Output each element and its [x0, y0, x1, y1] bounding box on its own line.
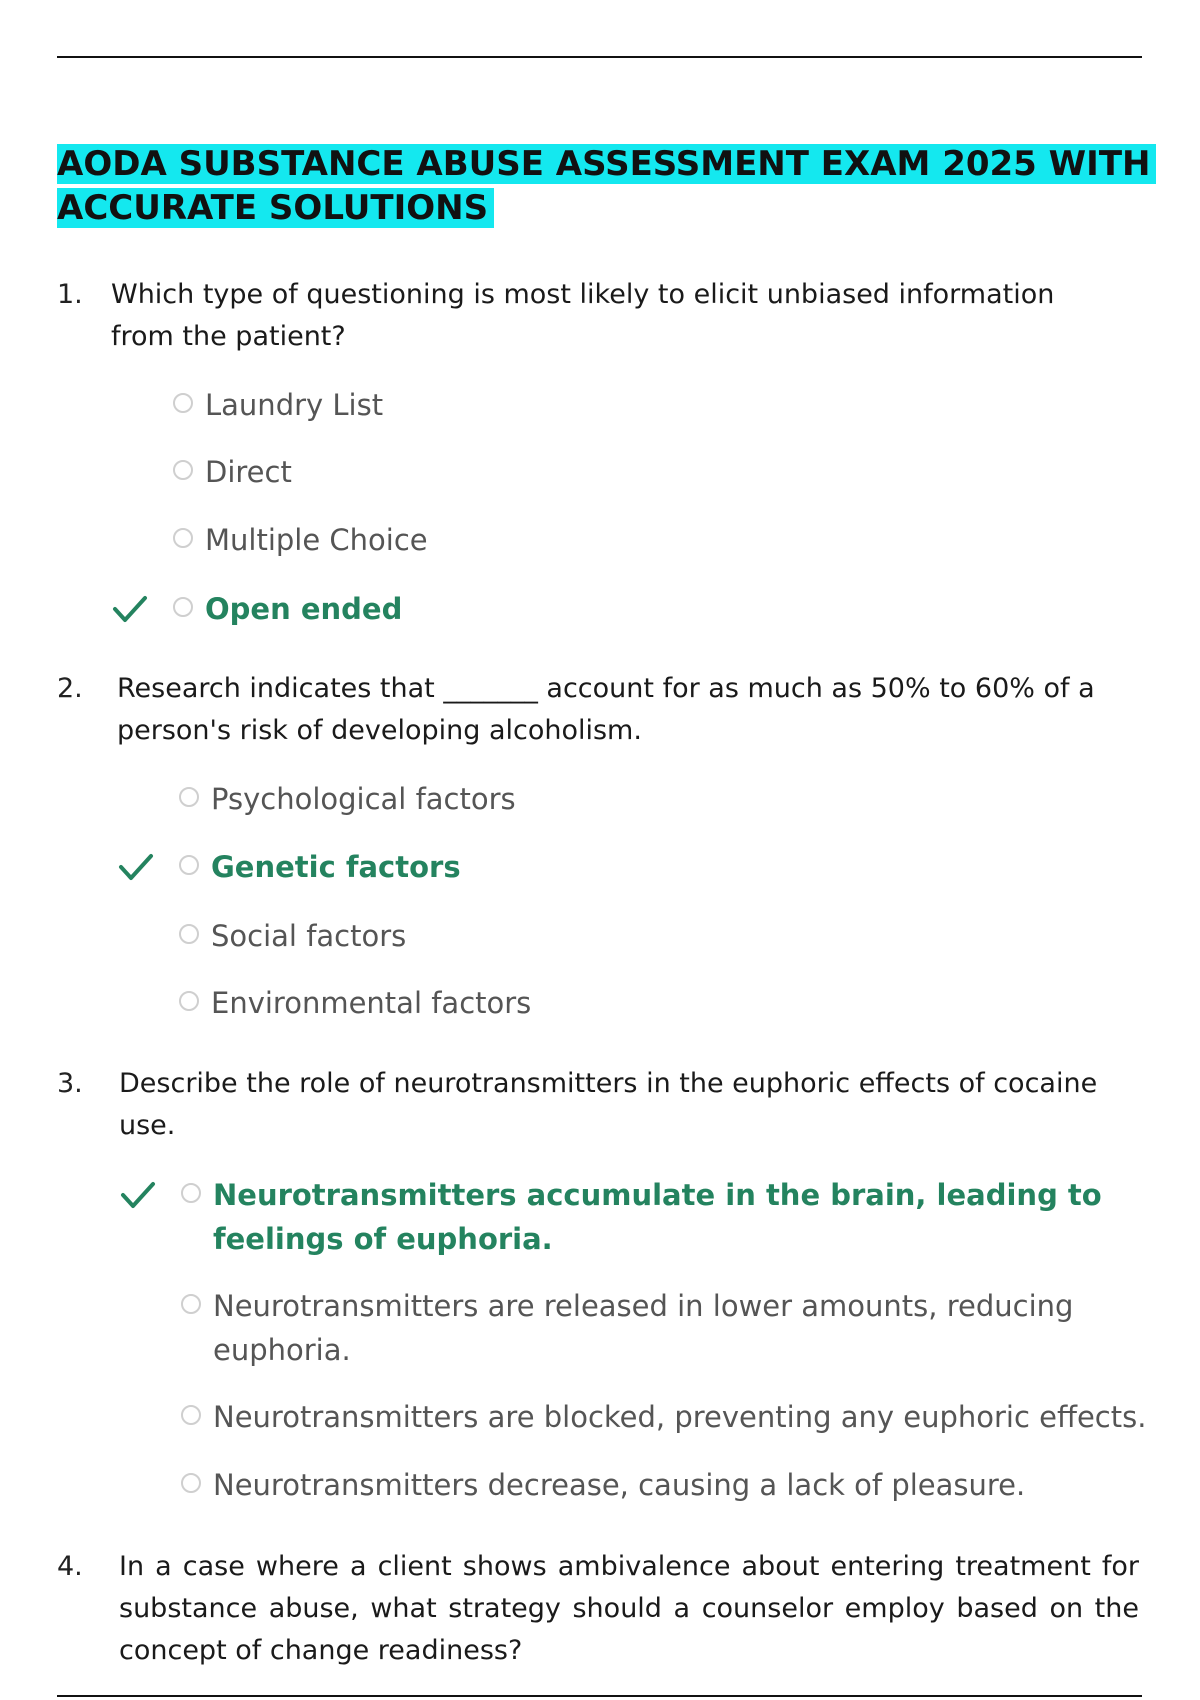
option-laundry-list[interactable]	[173, 383, 383, 427]
question-2	[57, 668, 1137, 752]
radio-icon[interactable]	[173, 597, 193, 617]
radio-icon[interactable]	[179, 787, 199, 807]
question-number: 2.	[57, 673, 83, 704]
question-4	[57, 1546, 1137, 1672]
radio-icon[interactable]	[179, 855, 199, 875]
option-neurotransmitters-decrease[interactable]	[181, 1463, 1025, 1507]
option-label: Psychological factors	[211, 782, 516, 816]
option-environmental-factors[interactable]	[179, 981, 531, 1025]
option-label: Environmental factors	[211, 986, 532, 1020]
option-neurotransmitters-accumulate[interactable]	[181, 1173, 1121, 1261]
question-number: 1.	[57, 279, 83, 310]
question-1	[57, 274, 1137, 358]
option-open-ended[interactable]	[173, 587, 402, 631]
radio-icon[interactable]	[173, 460, 193, 480]
question-text: Which type of questioning is most likely to elicit unbiased information from the patient?	[111, 279, 1055, 352]
title-line-1: AODA SUBSTANCE ABUSE ASSESSMENT EXAM 2025 WITH	[57, 144, 1156, 184]
check-icon	[112, 594, 148, 624]
question-number: 3.	[57, 1068, 83, 1099]
option-label: Genetic factors	[211, 850, 461, 884]
option-label: Neurotransmitters are blocked, preventing any euphoric effects.	[213, 1400, 1147, 1434]
document-title	[57, 142, 1156, 230]
radio-icon[interactable]	[173, 393, 193, 413]
option-label: Social factors	[211, 919, 407, 953]
option-label: Open ended	[205, 592, 403, 626]
radio-icon[interactable]	[181, 1473, 201, 1493]
radio-icon[interactable]	[173, 528, 193, 548]
option-social-factors[interactable]	[179, 914, 406, 958]
radio-icon[interactable]	[179, 924, 199, 944]
option-label: Neurotransmitters accumulate in the brain, leading to feelings of euphoria.	[213, 1178, 1102, 1256]
radio-icon[interactable]	[181, 1294, 201, 1314]
option-label: Direct	[205, 455, 292, 489]
option-neurotransmitters-blocked[interactable]	[181, 1395, 1146, 1439]
option-label: Neurotransmitters decrease, causing a lack of pleasure.	[213, 1468, 1026, 1502]
option-direct[interactable]	[173, 450, 292, 494]
option-psychological-factors[interactable]	[179, 777, 516, 821]
question-text: In a case where a client shows ambivalence about entering treatment for substance abuse, what strategy should a counselor employ based on the concept of change readiness?	[119, 1551, 1139, 1666]
radio-icon[interactable]	[181, 1405, 201, 1425]
bottom-rule	[57, 1695, 1142, 1697]
option-multiple-choice[interactable]	[173, 518, 428, 562]
option-label: Multiple Choice	[205, 523, 428, 557]
question-3	[57, 1063, 1137, 1147]
check-icon	[118, 852, 154, 882]
question-number: 4.	[57, 1551, 83, 1582]
question-text: Describe the role of neurotransmitters in the euphoric effects of cocaine use.	[119, 1068, 1098, 1141]
option-label: Laundry List	[205, 388, 384, 422]
radio-icon[interactable]	[181, 1183, 201, 1203]
top-rule	[57, 56, 1142, 58]
option-neurotransmitters-released-lower[interactable]	[181, 1284, 1101, 1372]
title-line-2: ACCURATE SOLUTIONS	[57, 188, 494, 228]
check-icon	[120, 1180, 156, 1210]
radio-icon[interactable]	[179, 991, 199, 1011]
question-text: Research indicates that _______ account for as much as 50% to 60% of a person's risk of developing alcoholism.	[117, 673, 1095, 746]
option-genetic-factors[interactable]	[179, 845, 461, 889]
option-label: Neurotransmitters are released in lower amounts, reducing euphoria.	[213, 1289, 1074, 1367]
